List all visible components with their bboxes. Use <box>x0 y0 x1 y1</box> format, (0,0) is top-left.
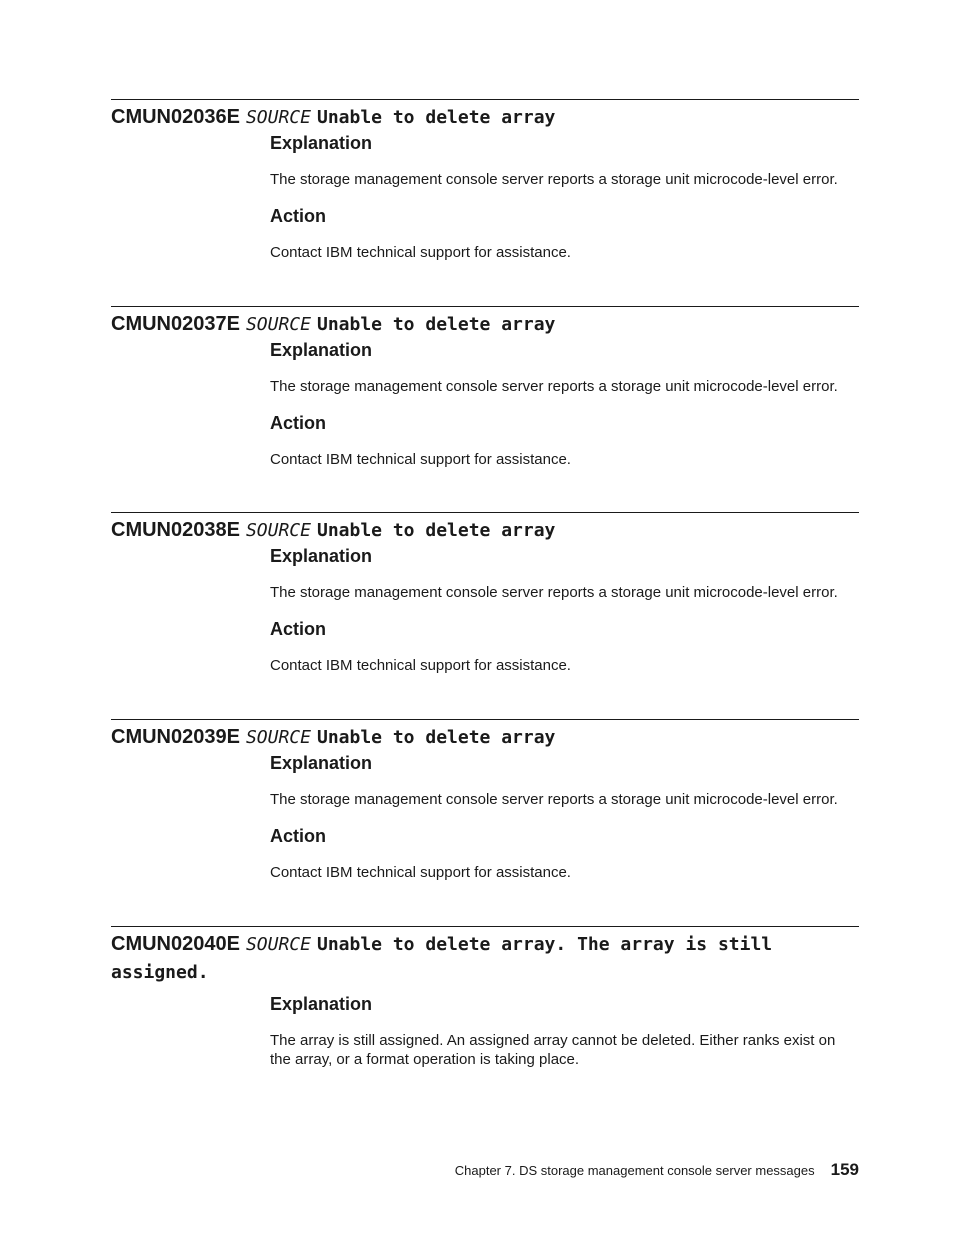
message-source: SOURCE <box>245 727 311 748</box>
message-source: SOURCE <box>245 314 311 335</box>
message-body <box>270 545 859 675</box>
action-text: Contact IBM technical support for assistance. <box>270 657 571 674</box>
message-code: CMUN02038E <box>111 519 240 541</box>
message-heading <box>111 517 859 545</box>
explanation-heading: Explanation <box>270 994 373 1014</box>
explanation-text: The array is still assigned. An assigned array cannot be deleted. Either ranks exist on the array, or a format operation is taking place. <box>270 1032 836 1068</box>
explanation-heading: Explanation <box>270 546 373 566</box>
message-heading <box>111 724 859 752</box>
explanation-text: The storage management console server reports a storage unit microcode-level error. <box>270 378 838 395</box>
message-entry <box>111 99 859 262</box>
explanation-heading: Explanation <box>270 753 373 773</box>
action-heading: Action <box>270 413 326 433</box>
message-title: Unable to delete array <box>316 520 556 541</box>
message-entry <box>111 512 859 675</box>
explanation-heading: Explanation <box>270 340 373 360</box>
message-title: Unable to delete array <box>316 314 556 335</box>
page-footer <box>455 1160 859 1180</box>
message-entry <box>111 719 859 882</box>
action-text: Contact IBM technical support for assistance. <box>270 244 571 261</box>
message-title: Unable to delete array. The array is still assigned. <box>111 934 773 983</box>
action-heading: Action <box>270 619 326 639</box>
message-code: CMUN02040E <box>111 933 240 955</box>
message-body <box>270 752 859 882</box>
message-heading <box>111 104 859 132</box>
message-code: CMUN02036E <box>111 106 240 128</box>
message-source: SOURCE <box>245 107 311 128</box>
message-code: CMUN02037E <box>111 313 240 335</box>
message-entry <box>111 926 859 1069</box>
message-heading <box>111 311 859 339</box>
explanation-heading: Explanation <box>270 133 373 153</box>
action-text: Contact IBM technical support for assistance. <box>270 864 571 881</box>
message-body <box>270 132 859 262</box>
explanation-text: The storage management console server reports a storage unit microcode-level error. <box>270 791 838 808</box>
message-source: SOURCE <box>245 520 311 541</box>
message-source: SOURCE <box>245 934 311 955</box>
chapter-title: Chapter 7. DS storage management console server messages <box>454 1163 815 1178</box>
message-title: Unable to delete array <box>316 727 556 748</box>
message-title: Unable to delete array <box>316 107 556 128</box>
message-body <box>270 993 859 1069</box>
action-heading: Action <box>270 826 326 846</box>
message-entry <box>111 306 859 469</box>
message-body <box>270 339 859 469</box>
action-text: Contact IBM technical support for assistance. <box>270 451 571 468</box>
message-heading <box>111 931 811 987</box>
explanation-text: The storage management console server reports a storage unit microcode-level error. <box>270 171 838 188</box>
message-code: CMUN02039E <box>111 726 240 748</box>
explanation-text: The storage management console server reports a storage unit microcode-level error. <box>270 584 838 601</box>
page-number: 159 <box>830 1160 859 1179</box>
action-heading: Action <box>270 206 326 226</box>
